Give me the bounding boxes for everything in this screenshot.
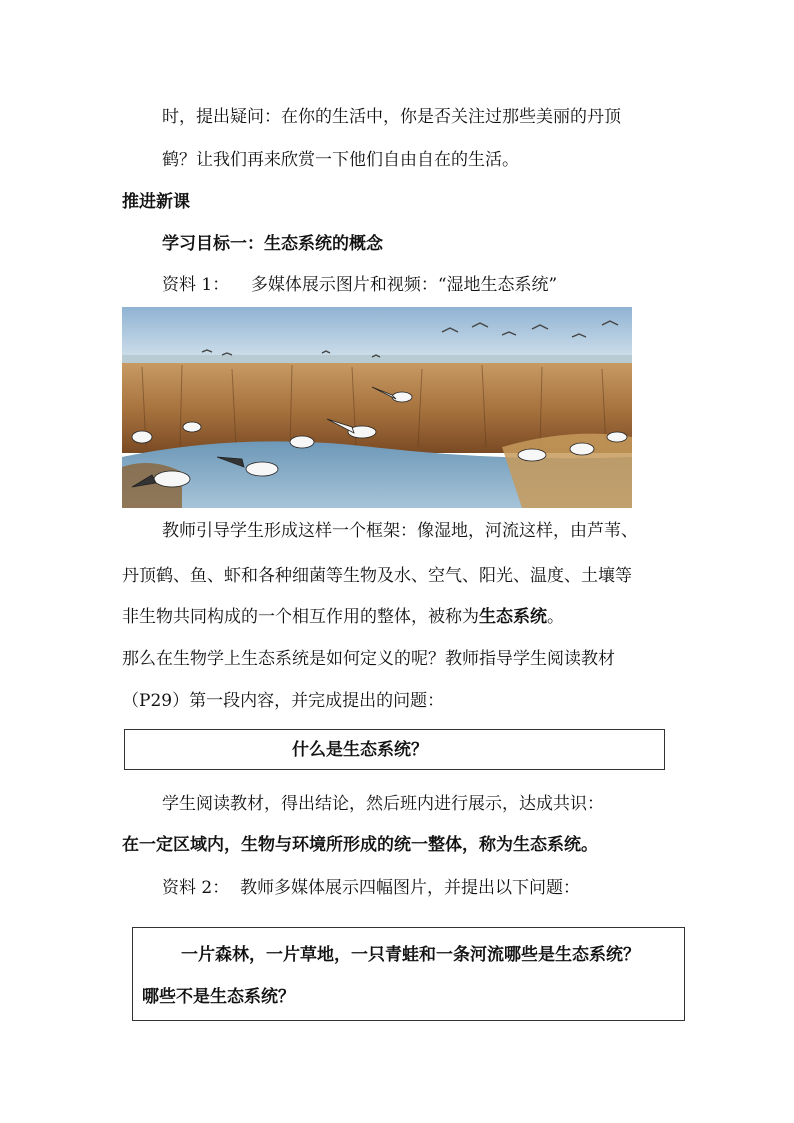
paragraph-line: 学生阅读教材，得出结论，然后班内进行展示，达成共识： [162,794,604,814]
paragraph-line: 时，提出疑问：在你的生活中，你是否关注过那些美丽的丹顶 [162,107,621,127]
question-box-2 [132,927,685,1021]
wetland-photo-graphic [122,307,632,508]
question-text: 一片森林，一片草地，一只青蛙和一条河流哪些是生态系统？ [181,945,640,965]
text-run: 非生物共同构成的一个相互作用的整体，被称为 [122,607,479,627]
paragraph-line: 那么在生物学上生态系统是如何定义的呢？教师指导学生阅读教材 [122,649,615,669]
material-2-caption: 资料 2： 教师多媒体展示四幅图片，并提出以下问题： [162,878,581,898]
paragraph-line: 教师引导学生形成这样一个框架：像湿地，河流这样，由芦苇、 [162,521,638,541]
question-text: 什么是生态系统？ [292,740,428,760]
paragraph-line: 丹顶鹤、鱼、虾和各种细菌等生物及水、空气、阳光、温度、土壤等 [122,566,632,586]
section-heading: 推进新课 [122,192,190,212]
term-ecosystem: 生态系统 [479,607,547,627]
paragraph-line [122,606,564,628]
paragraph-line: （P29）第一段内容，并完成提出的问题： [122,691,445,711]
definition-statement: 在一定区域内，生物与环境所形成的统一整体，称为生态系统。 [122,835,598,855]
wetland-cranes-photo [122,307,632,508]
paragraph-line: 鹤？让我们再来欣赏一下他们自由自在的生活。 [162,150,519,170]
learning-goal-heading: 学习目标一：生态系统的概念 [162,234,383,254]
material-1-caption: 资料 1： 多媒体展示图片和视频：“湿地生态系统” [162,275,558,295]
text-run: 。 [547,607,564,627]
question-box [124,729,665,770]
question-text: 哪些不是生态系统？ [142,987,295,1007]
